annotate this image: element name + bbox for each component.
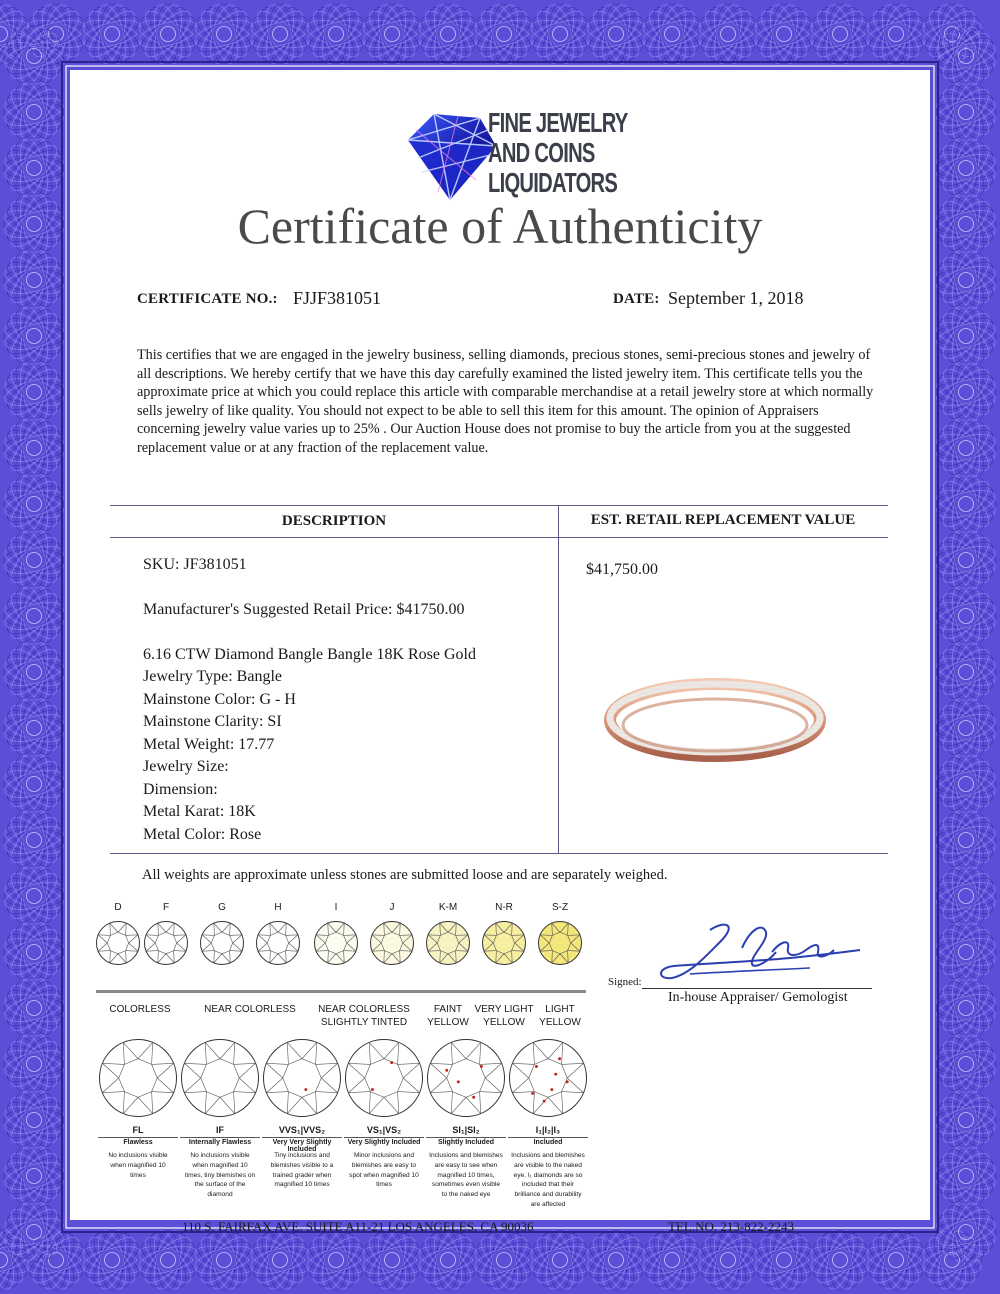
clarity-rule bbox=[180, 1137, 260, 1138]
description-line: Metal Color: Rose bbox=[143, 826, 262, 843]
clarity-description: Tiny inclusions and blemishes visible to a trained grader when magnified 10 times bbox=[270, 1152, 334, 1189]
footer-address: 110 S. FAIRFAX AVE. SUITE A11-21 LOS ANGELES, CA 90036 bbox=[182, 1219, 534, 1234]
color-category: COLORLESS bbox=[109, 1004, 171, 1015]
clarity-rule bbox=[344, 1137, 424, 1138]
clarity-name: Very Very Slightly Included bbox=[272, 1139, 332, 1153]
table-top-rule bbox=[110, 505, 888, 506]
clarity-code: IF bbox=[216, 1125, 224, 1135]
clarity-code: VVS₁|VVS₂ bbox=[278, 1125, 326, 1135]
clarity-code: VS₁|VS₂ bbox=[366, 1125, 402, 1135]
clarity-name: Included bbox=[533, 1139, 563, 1146]
clarity-rule bbox=[508, 1137, 588, 1138]
color-grade-label: G bbox=[218, 902, 226, 913]
table-header-rule bbox=[110, 537, 888, 538]
value-header: EST. RETAIL REPLACEMENT VALUE bbox=[590, 512, 856, 528]
clarity-name: Flawless bbox=[123, 1139, 153, 1146]
clarity-code: SI₁|SI₂ bbox=[452, 1125, 480, 1135]
date-label: DATE: bbox=[613, 291, 660, 307]
description-line: Mainstone Color: G - H bbox=[143, 691, 296, 708]
appraiser-signature bbox=[650, 912, 865, 992]
description-line: Jewelry Type: Bangle bbox=[143, 668, 282, 685]
description-line: 6.16 CTW Diamond Bangle Bangle 18K Rose Gold bbox=[143, 646, 476, 663]
color-grade-label: F bbox=[162, 902, 170, 913]
description-header: DESCRIPTION bbox=[281, 513, 387, 529]
clarity-rule bbox=[426, 1137, 506, 1138]
diamond-logo-icon bbox=[398, 110, 502, 202]
logo-line-2: AND COINS bbox=[488, 137, 595, 168]
clarity-description: Minor inclusions and blemishes are easy to spot when magnified 10 times bbox=[349, 1152, 419, 1189]
color-grade-label: D bbox=[114, 902, 122, 913]
diamond-clarity-icon bbox=[98, 1038, 178, 1118]
diamond-clarity-icon bbox=[508, 1038, 588, 1118]
color-category: NEAR COLORLESS SLIGHTLY TINTED bbox=[318, 1004, 410, 1028]
diamond-icon bbox=[369, 920, 415, 966]
appraiser-title: In-house Appraiser/ Gemologist bbox=[668, 990, 848, 1005]
footer-phone: TEL.NO. 213-822-2243 bbox=[668, 1219, 795, 1234]
description-line: Metal Weight: 17.77 bbox=[143, 736, 275, 753]
color-grade-label: N-R bbox=[495, 902, 513, 913]
diamond-clarity-icon bbox=[344, 1038, 424, 1118]
signed-label: Signed: bbox=[608, 976, 642, 988]
certification-statement: This certifies that we are engaged in the jewelry business, selling diamonds, precious stones, semi-precious stones and jewelry of all descriptions. We hereby certify that we have this day carefully examined the listed jewelry item. This certificate tells you the approximate price at which you could replace this article with comparable merchandise at a retail jewelry store at which normally sells jewelry of like quality. You should not expect to be able to sell this item for this amount. The opinion of Appraisers concerning jewelry value varies up to 25% . Our Auction House does not promise to buy the article from you at the suggested replacement value or at any fraction of the replacement value. bbox=[137, 347, 874, 456]
bangle-image bbox=[600, 665, 830, 765]
clarity-name: Slightly Included bbox=[437, 1139, 494, 1146]
diamond-clarity-icon bbox=[180, 1038, 260, 1118]
diamond-icon bbox=[143, 920, 189, 966]
color-category: NEAR COLORLESS bbox=[204, 1004, 296, 1015]
color-category: FAINT YELLOW bbox=[427, 1004, 469, 1028]
certificate-date: September 1, 2018 bbox=[668, 288, 804, 308]
replacement-value: $41,750.00 bbox=[586, 561, 658, 578]
signature-line bbox=[642, 988, 872, 989]
color-scale-bar bbox=[96, 990, 586, 993]
color-grade-label: H bbox=[274, 902, 282, 913]
clarity-rule bbox=[98, 1137, 178, 1138]
certificate-number: FJJF381051 bbox=[293, 288, 382, 308]
diamond-clarity-icon bbox=[426, 1038, 506, 1118]
table-column-divider bbox=[558, 505, 559, 853]
description-line: Dimension: bbox=[143, 781, 218, 798]
description-line: Metal Karat: 18K bbox=[143, 803, 256, 820]
description-line: Jewelry Size: bbox=[143, 758, 229, 775]
color-grade-label: K-M bbox=[438, 902, 458, 913]
certificate-title: Certificate of Authenticity bbox=[237, 198, 763, 254]
diamond-clarity-icon bbox=[262, 1038, 342, 1118]
clarity-description: No inclusions visible when magnified 10 times, tiny blemishes on the surface of the diamond bbox=[184, 1152, 256, 1199]
clarity-name: Very Slightly Included bbox=[347, 1139, 421, 1146]
color-category: VERY LIGHT YELLOW bbox=[474, 1004, 534, 1028]
description-line: SKU: JF381051 bbox=[143, 556, 247, 573]
table-bottom-rule bbox=[110, 853, 888, 854]
clarity-code: FL bbox=[132, 1125, 144, 1135]
clarity-code: I₁|I₂|I₃ bbox=[535, 1125, 561, 1135]
diamond-icon bbox=[481, 920, 527, 966]
diamond-icon bbox=[199, 920, 245, 966]
diamond-icon bbox=[313, 920, 359, 966]
diamond-icon bbox=[537, 920, 583, 966]
description-line: Mainstone Clarity: SI bbox=[143, 713, 282, 730]
clarity-name: Internally Flawless bbox=[188, 1139, 252, 1146]
color-grade-label: S-Z bbox=[551, 902, 569, 913]
diamond-icon bbox=[255, 920, 301, 966]
diamond-icon bbox=[95, 920, 141, 966]
diamond-icon bbox=[425, 920, 471, 966]
color-category: LIGHT YELLOW bbox=[539, 1004, 581, 1028]
clarity-description: Inclusions and blemishes are easy to see when magnified 10 times, sometimes even visible to the naked eye bbox=[429, 1152, 503, 1199]
weights-note: All weights are approximate unless stones are submitted loose and are separately weighed. bbox=[142, 867, 668, 883]
certificate-number-label: CERTIFICATE NO.: bbox=[137, 291, 278, 307]
logo-line-1: FINE JEWELRY bbox=[488, 107, 628, 138]
logo-line-3: LIQUIDATORS bbox=[488, 167, 618, 198]
clarity-description: Inclusions and blemishes are visible to the naked eye. I₁ diamonds are so included that their brilliance and durability are affected bbox=[511, 1152, 585, 1208]
clarity-rule bbox=[262, 1137, 342, 1138]
color-grade-label: I bbox=[334, 902, 338, 913]
clarity-description: No inclusions visible when magnified 10 times bbox=[108, 1152, 168, 1179]
description-line: Manufacturer's Suggested Retail Price: $41750.00 bbox=[143, 601, 465, 618]
color-grade-label: J bbox=[389, 902, 395, 913]
